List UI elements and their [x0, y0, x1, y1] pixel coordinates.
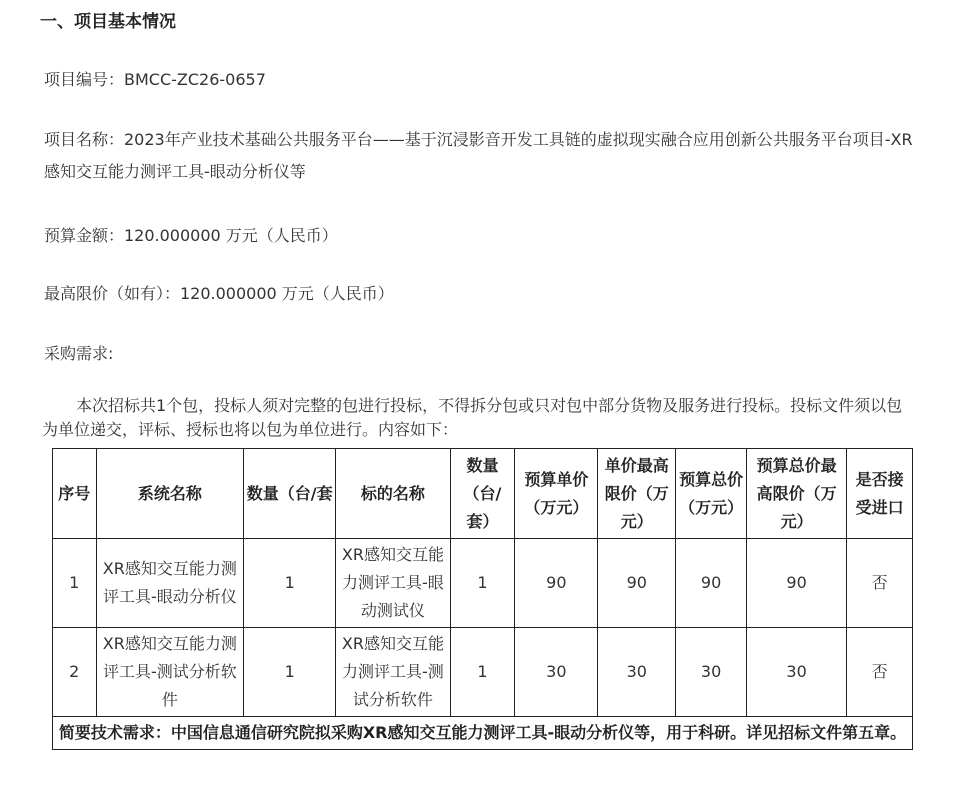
cell-unit-budget: 90 [515, 539, 598, 628]
header-seq: 序号 [53, 449, 97, 539]
header-item: 标的名称 [336, 449, 450, 539]
table-header-row [53, 449, 913, 539]
cell-unit-max: 30 [598, 628, 676, 717]
max-price: 最高限价（如有）：120.000000 万元（人民币） [44, 284, 394, 303]
tender-intro: 本次招标共1个包，投标人须对完整的包进行投标，不得拆分包或只对包中部分货物及服务进行投标。投标文件须以包为单位递交，评标、授标也将以包为单位进行。内容如下： [42, 396, 903, 439]
header-unit-max: 单价最高限价（万元） [598, 449, 676, 539]
project-name: 项目名称：2023年产业技术基础公共服务平台——基于沉浸影音开发工具链的虚拟现实融合应用创新公共服务平台项目-XR感知交互能力测评工具-眼动分析仪等 [44, 130, 913, 181]
header-import: 是否接受进口 [847, 449, 913, 539]
header-system: 系统名称 [96, 449, 244, 539]
table-summary-row [53, 717, 913, 750]
section-heading: 一、项目基本情况 [40, 12, 176, 32]
cell-import: 否 [847, 539, 913, 628]
header-unit-budget: 预算单价（万元） [515, 449, 598, 539]
header-total-max: 预算总价最高限价（万元） [747, 449, 847, 539]
cell-total-max: 30 [747, 628, 847, 717]
cell-seq: 2 [53, 628, 97, 717]
procurement-table [52, 448, 913, 750]
header-qty1: 数量（台/套 [244, 449, 336, 539]
cell-unit-budget: 30 [515, 628, 598, 717]
cell-import: 否 [847, 628, 913, 717]
cell-total-budget: 90 [676, 539, 747, 628]
cell-total-budget: 30 [676, 628, 747, 717]
cell-item: XR感知交互能力测评工具-眼动测试仪 [336, 539, 450, 628]
cell-system: XR感知交互能力测评工具-测试分析软件 [96, 628, 244, 717]
cell-seq: 1 [53, 539, 97, 628]
table-row [53, 539, 913, 628]
cell-qty1: 1 [244, 628, 336, 717]
cell-qty1: 1 [244, 539, 336, 628]
cell-qty2: 1 [450, 628, 515, 717]
cell-total-max: 90 [747, 539, 847, 628]
header-total-budget: 预算总价（万元） [676, 449, 747, 539]
header-qty2: 数量（台/套） [450, 449, 515, 539]
technical-summary: 简要技术需求：中国信息通信研究院拟采购XR感知交互能力测评工具-眼动分析仪等，用于科研。详见招标文件第五章。 [53, 717, 913, 750]
cell-system: XR感知交互能力测评工具-眼动分析仪 [96, 539, 244, 628]
budget-amount: 预算金额：120.000000 万元（人民币） [44, 226, 338, 245]
cell-qty2: 1 [450, 539, 515, 628]
cell-item: XR感知交互能力测评工具-测试分析软件 [336, 628, 450, 717]
table-row [53, 628, 913, 717]
requirement-label: 采购需求: [44, 344, 114, 363]
cell-unit-max: 90 [598, 539, 676, 628]
project-number: 项目编号：BMCC-ZC26-0657 [44, 70, 266, 89]
